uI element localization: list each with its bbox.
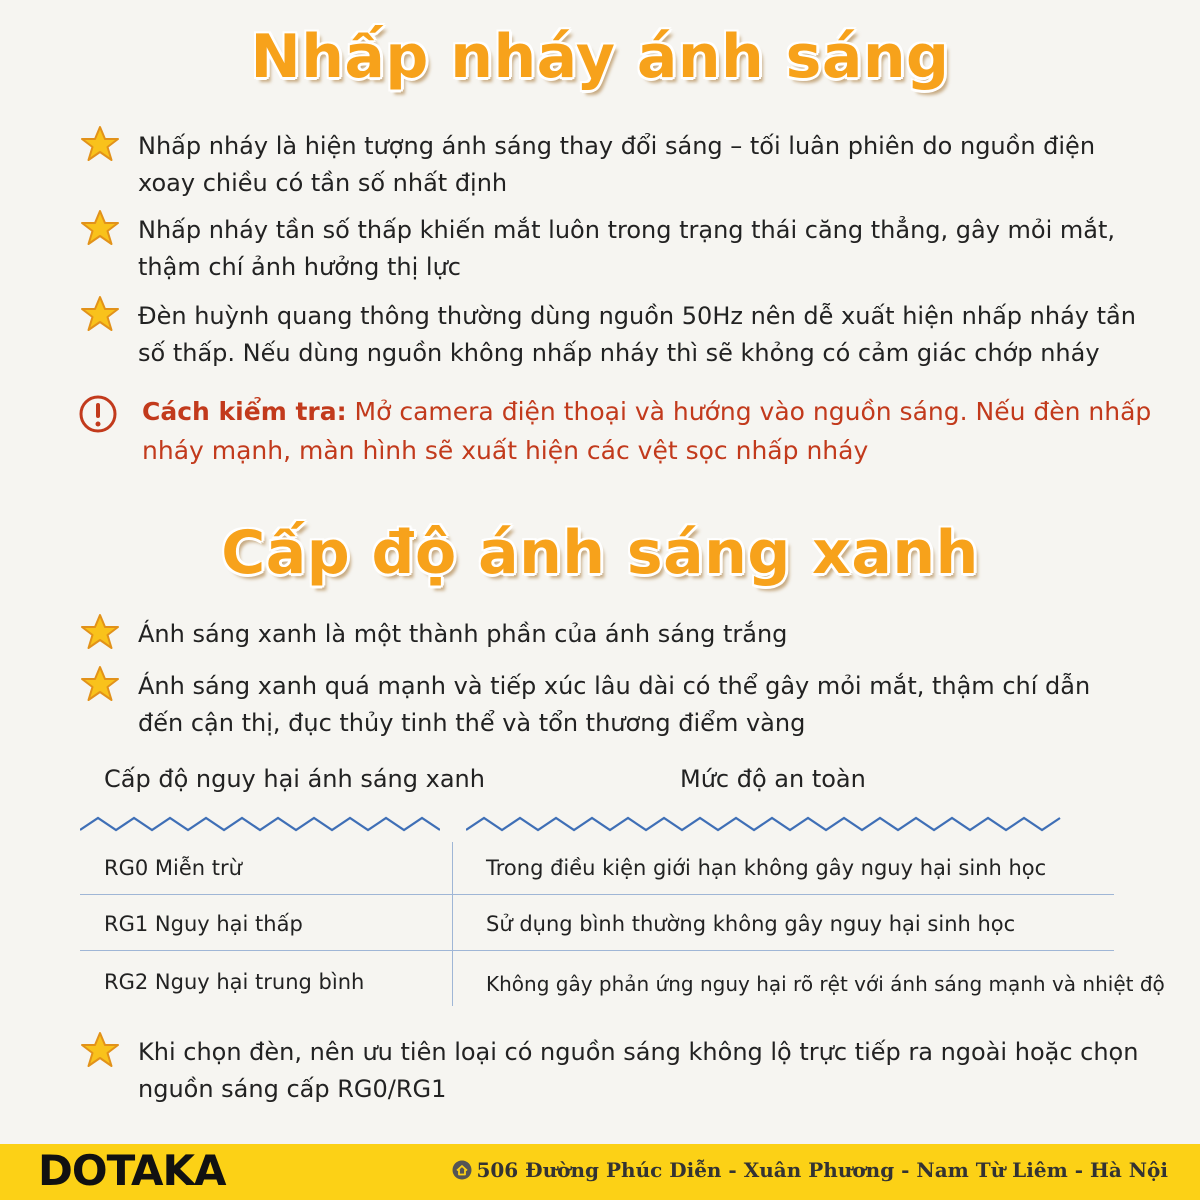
table-header-hazard-level: Cấp độ nguy hại ánh sáng xanh [104,765,485,793]
bullet-text: Đèn huỳnh quang thông thường dùng nguồn 50Hz nên dễ xuất hiện nhấp nháy tần số thấp. Nếu dùng nguồn không nhấp nháy thì sẽ khỏng có cảm giác chớp nháy [138,302,1136,367]
header-wave-right [466,812,1062,836]
warning-label: Cách kiểm tra: [142,397,347,426]
star-icon [80,612,120,652]
table-cell-level: RG2 Nguy hại trung bình [104,970,365,994]
bullet-text: Ánh sáng xanh quá mạnh và tiếp xúc lâu dài có thể gây mỏi mắt, thậm chí dẫn đến cận thị, đục thủy tinh thể và tổn thương điểm vàng [138,672,1091,737]
table-cell-level: RG1 Nguy hại thấp [104,912,303,936]
footer-address [452,1158,1168,1182]
section2-final-bullet [80,1034,1140,1108]
table-row-divider [80,950,1114,951]
warning-body: Mở camera điện thoại và hướng vào nguồn sáng. Nếu đèn nhấp nháy mạnh, màn hình sẽ xuất hiện các vệt sọc nhấp nháy [142,397,1152,465]
section1-title: Nhấp nháy ánh sáng [250,22,950,92]
section1-bullet-3 [80,298,1140,372]
table-cell-safety: Không gây phản ứng nguy hại rõ rệt với ánh sáng mạnh và nhiệt độ [486,972,1165,996]
star-icon [80,1030,120,1070]
star-icon [80,294,120,334]
exclamation-circle-icon [78,394,118,434]
brand-logo: DOTAKA [38,1146,226,1195]
table-row-divider [80,894,1114,895]
star-icon [80,208,120,248]
table-cell-safety: Trong điều kiện giới hạn không gây nguy hại sinh học [486,856,1047,880]
address-text: 506 Đường Phúc Diễn - Xuân Phương - Nam Từ Liêm - Hà Nội [476,1158,1168,1182]
section2-title: Cấp độ ánh sáng xanh [221,518,979,588]
section2-bullet-2 [80,668,1140,742]
table-cell-level: RG0 Miễn trừ [104,856,242,880]
star-icon [80,664,120,704]
star-icon [80,124,120,164]
section1-bullet-1 [80,128,1140,202]
home-icon [452,1160,472,1180]
table-header-safety-level: Mức độ an toàn [680,765,866,793]
header-wave-left [80,812,440,836]
warning-text [142,392,1158,470]
bullet-text: Ánh sáng xanh là một thành phần của ánh sáng trắng [138,620,788,648]
bullet-text: Nhấp nháy là hiện tượng ánh sáng thay đổi sáng – tối luân phiên do nguồn điện xoay chiều có tần số nhất định [138,132,1096,197]
check-method-note [78,392,1158,470]
bullet-text: Khi chọn đèn, nên ưu tiên loại có nguồn sáng không lộ trực tiếp ra ngoài hoặc chọn nguồn sáng cấp RG0/RG1 [138,1038,1139,1103]
table-column-divider [452,842,453,1006]
bullet-text: Nhấp nháy tần số thấp khiến mắt luôn trong trạng thái căng thẳng, gây mỏi mắt, thậm chí ảnh hưởng thị lực [138,216,1116,281]
section2-bullet-1 [80,616,1140,653]
section1-bullet-2 [80,212,1140,286]
table-cell-safety: Sử dụng bình thường không gây nguy hại sinh học [486,912,1016,936]
